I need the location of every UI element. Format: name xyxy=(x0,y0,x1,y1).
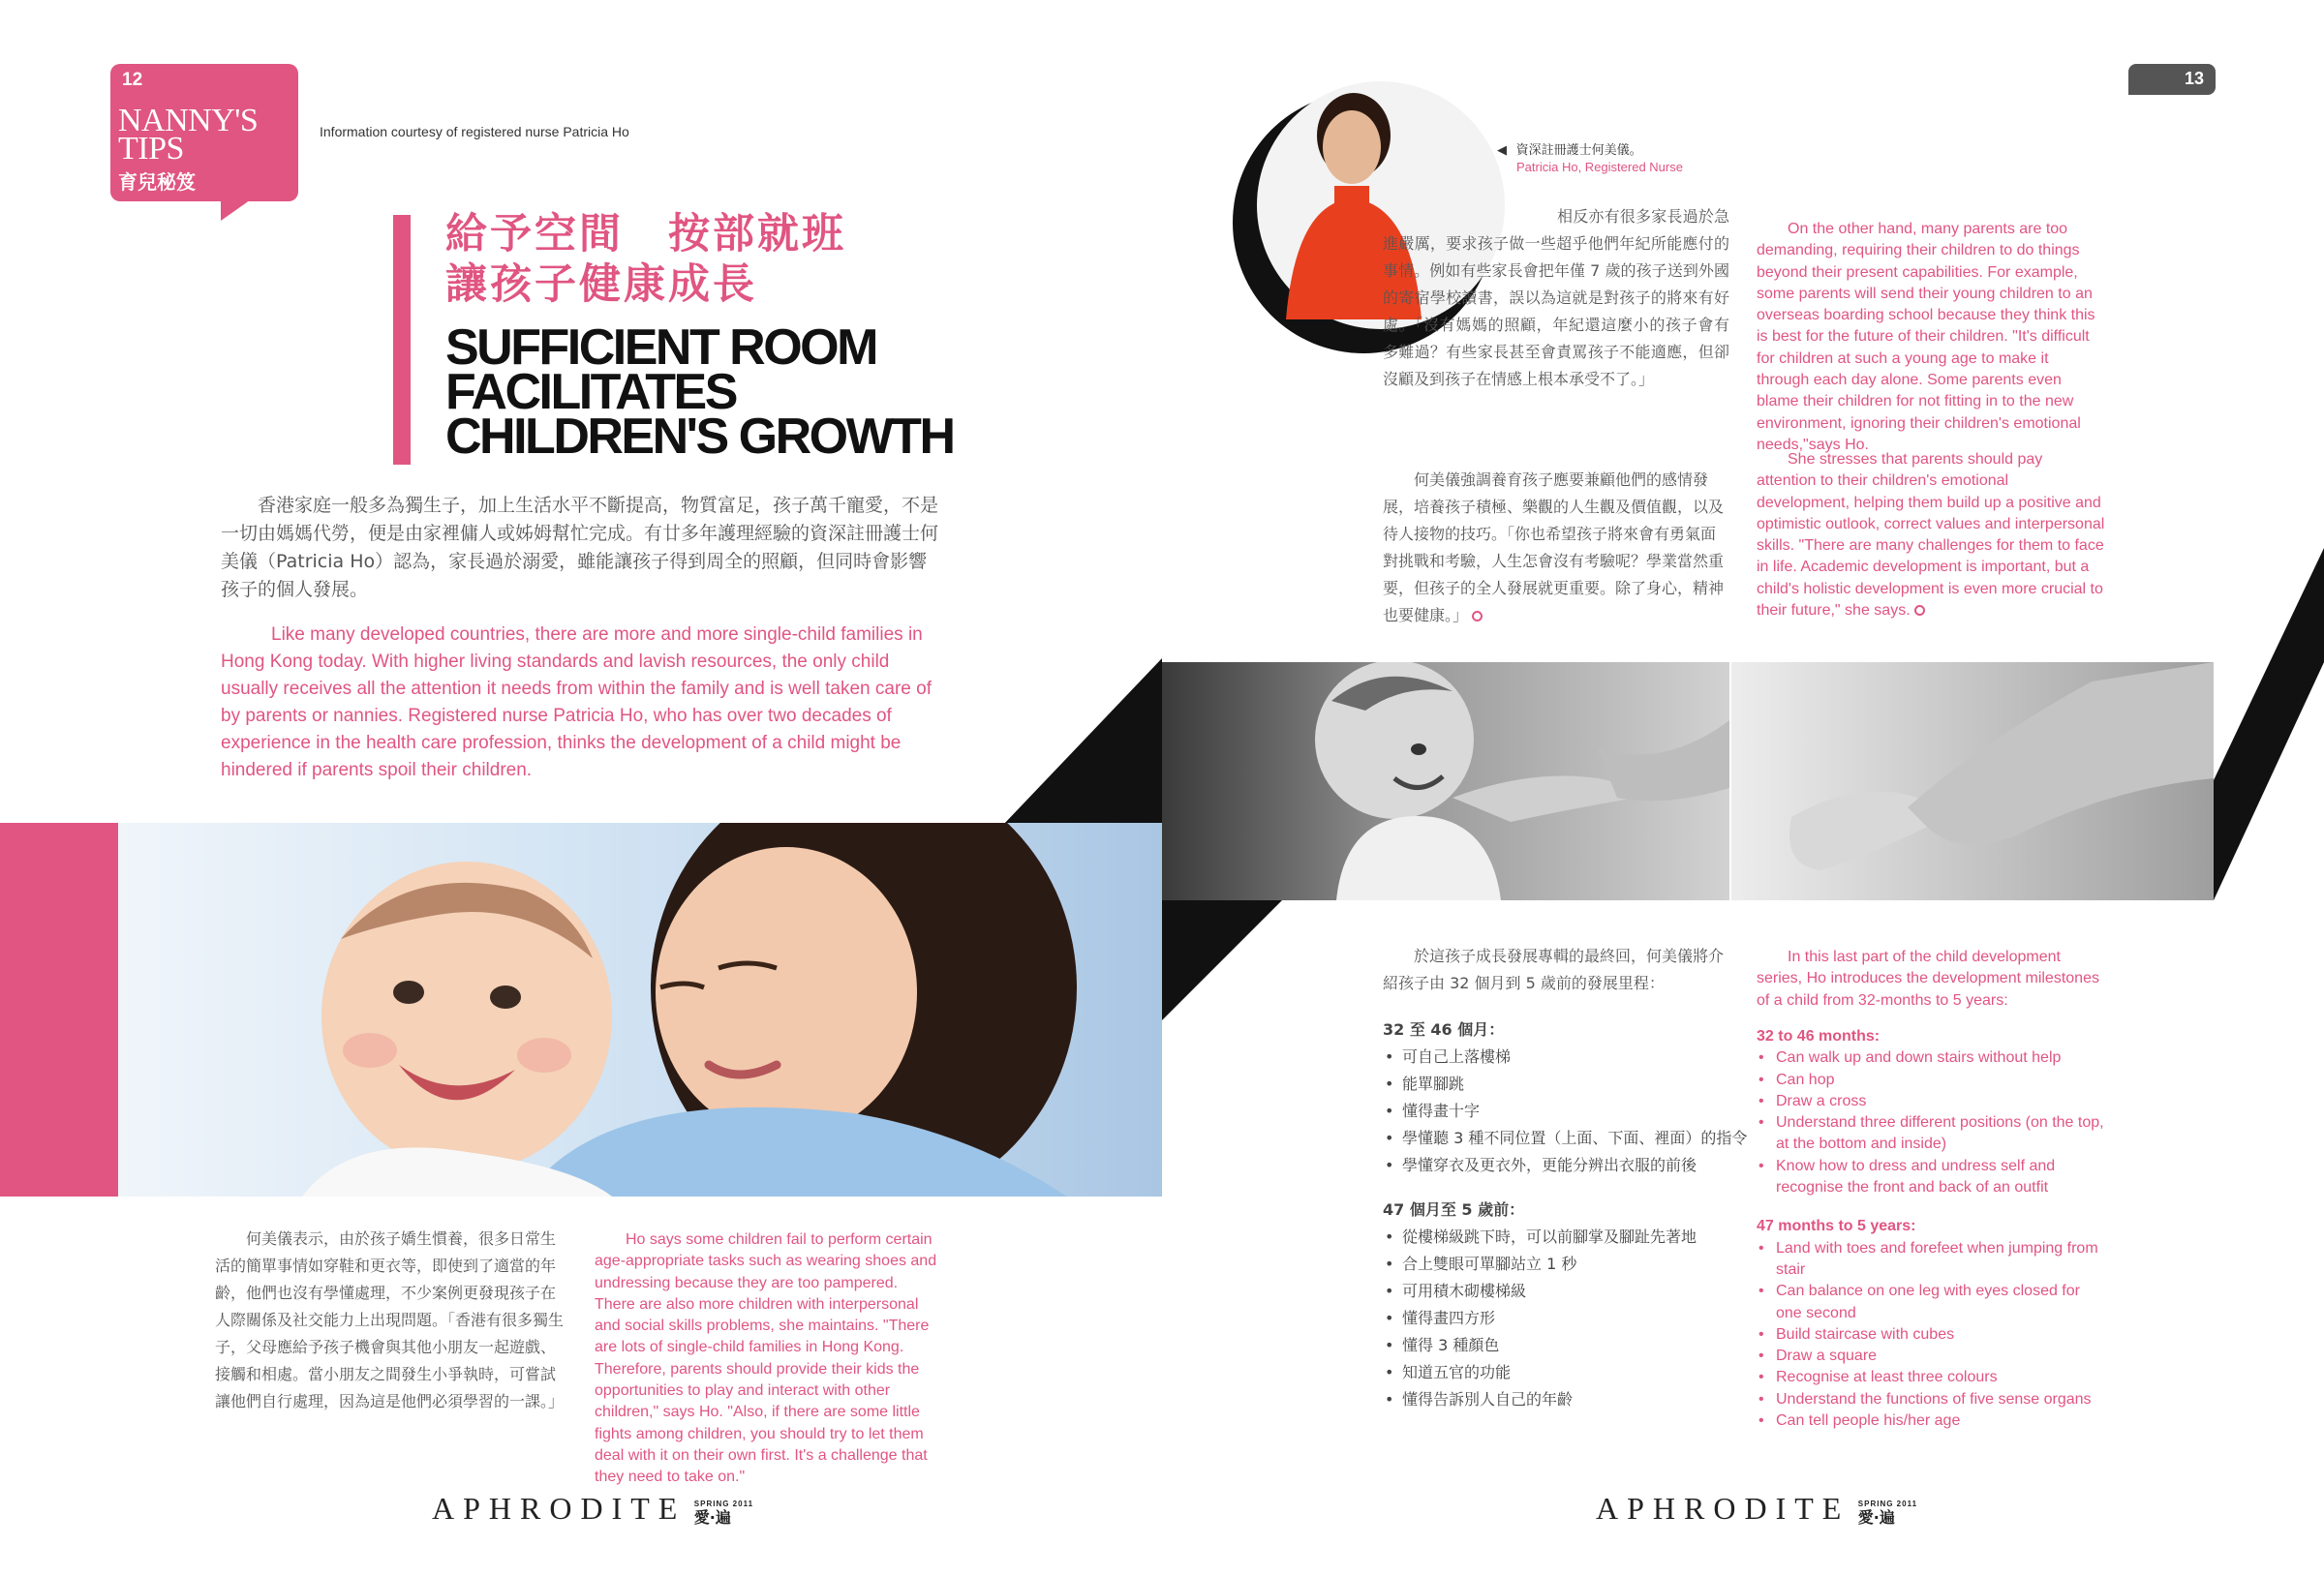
logo-right: APHRODITE SPRING 2011 愛·遍 xyxy=(1596,1491,1918,1527)
mother-baby-photo xyxy=(118,823,1162,1197)
group1-zh-list xyxy=(1383,1044,1751,1179)
list-item: • Land with toes and forefeet when jumping from stair xyxy=(1757,1238,2107,1282)
end-mark-icon xyxy=(1914,605,1925,616)
list-item: • Build staircase with cubes xyxy=(1757,1324,2107,1346)
bw-photo-band xyxy=(1162,662,2214,900)
body-zh-left: 何美儀表示，由於孩子嬌生慣養，很多日常生活的簡單事情如穿鞋和更衣等，即使到了適當的年齡，他們也沒有學懂處理，不少案例更發現孩子在人際關係及社交能力上出現問題。「香港有很多獨生子，父母應給予孩子機會與其他小朋友一起遊戲、接觸和相處。當小朋友之間發生小爭執時，可嘗試讓他們自行處理，因為這是他們必須學習的一課。」 xyxy=(215,1229,565,1410)
list-item: • Know how to dress and undress self and recognise the front and back of an outfit xyxy=(1757,1156,2107,1199)
list-item: • Can tell people his/her age xyxy=(1757,1410,2107,1432)
list-item: • 懂得告訴別人自己的年齡 xyxy=(1383,1386,1751,1413)
credit-line: Information courtesy of registered nurse Patricia Ho xyxy=(320,124,629,139)
title-zh: 給予空間 按部就班 讓孩子健康成長 xyxy=(445,210,846,309)
page-number: 12 xyxy=(122,70,143,90)
page-number-right: 13 xyxy=(2128,64,2216,95)
group1-en-list xyxy=(1757,1047,2107,1198)
list-item: • Can balance on one leg with eyes closed for one second xyxy=(1757,1281,2107,1324)
group1-zh-title: 32 至 46 個月： xyxy=(1383,1020,1505,1039)
diagonal-shape-lower xyxy=(1162,900,1282,1020)
group2-zh-title: 47 個月至 5 歲前： xyxy=(1383,1200,1525,1219)
title-en: SUFFICIENT ROOM FACILITATES CHILDREN'S GROWTH xyxy=(445,319,954,465)
diagonal-shape-left xyxy=(1003,658,1162,825)
list-item: • 能單腳跳 xyxy=(1383,1071,1751,1098)
group2-en-title: 47 months to 5 years: xyxy=(1757,1218,1916,1235)
para1-en: On the other hand, many parents are too demanding, requiring their children to do things beyond their present capabilities. For example, some parents will send their young children to an overseas boarding school because they think this is best for the future of their children. "It's difficult for children at such a young age to make it through each day alone. Some parents even blame their children for not fitting in to the new environment, ignoring their children's emotional needs,"says Ho. xyxy=(1757,221,2095,453)
list-item: • 學懂穿衣及更衣外，更能分辨出衣服的前後 xyxy=(1383,1152,1751,1179)
badge-tail xyxy=(221,197,254,221)
group1-en-title: 32 to 46 months: xyxy=(1757,1028,1881,1045)
list-item: • Understand the functions of five sense organs xyxy=(1757,1389,2107,1410)
list-item: • 從樓梯級跳下時，可以前腳掌及腳趾先著地 xyxy=(1383,1224,1751,1251)
list-item: • Recognise at least three colours xyxy=(1757,1367,2107,1388)
logo-left: APHRODITE SPRING 2011 愛·遍 xyxy=(432,1491,754,1527)
group2-en-list xyxy=(1757,1238,2107,1433)
list-item: • Can walk up and down stairs without help xyxy=(1757,1047,2107,1069)
milestone-intro-zh: 於這孩子成長發展專輯的最終回，何美儀將介紹孩子由 32 個月到 5 歲前的發展里程： xyxy=(1383,947,1725,992)
list-item: • Draw a square xyxy=(1757,1346,2107,1367)
list-item: • Understand three different positions (on the top, at the bottom and inside) xyxy=(1757,1112,2107,1156)
end-mark-icon xyxy=(1472,611,1483,621)
portrait-caption: ◀ 資深註冊護士何美儀。 Patricia Ho, Registered Nurse xyxy=(1497,142,1683,174)
list-item: • 可自己上落樓梯 xyxy=(1383,1044,1751,1071)
list-item: • Can hop xyxy=(1757,1070,2107,1091)
title-accent-bar xyxy=(393,215,411,465)
badge-title-zh: 育兒秘笈 xyxy=(118,170,196,194)
list-item: • 懂得畫四方形 xyxy=(1383,1305,1751,1332)
milestones-en xyxy=(1757,1026,2107,1432)
pink-band xyxy=(0,823,118,1197)
group2-zh-list xyxy=(1383,1224,1751,1413)
diagonal-shape-right xyxy=(2214,548,2324,900)
body-en-left: Ho says some children fail to perform certain age-appropriate tasks such as wearing shoes and undressing because they are too pampered. There are also more children with interpersonal and social skills problems, she maintains. "There are lots of single-child families in Hong Kong. Therefore, parents should provide their kids the opportunities to play and interact with other children," says Ho. "Also, if there are some little fights among children, you should try to let them deal with it on their own first. It's a challenge that they need to take on." xyxy=(595,1231,937,1486)
badge-title: NANNY'S TIPS xyxy=(118,103,259,167)
para2-zh: 何美儀強調養育孩子應要兼顧他們的感情發展，培養孩子積極、樂觀的人生觀及價值觀，以及待人接物的技巧。「你也希望孩子將來會有勇氣面對挑戰和考驗，人生怎會沒有考驗呢？學業當然重要，但孩子的全人發展就更重要。除了身心，精神也要健康。」 xyxy=(1383,470,1725,624)
milestone-intro-en: In this last part of the child development series, Ho introduces the development milestones of a child from 32-months to 5 years: xyxy=(1757,949,2099,1009)
list-item: • 懂得畫十字 xyxy=(1383,1098,1751,1125)
list-item: • 學懂聽 3 種不同位置（上面、下面、裡面）的指令 xyxy=(1383,1125,1751,1152)
list-item: • 知道五官的功能 xyxy=(1383,1359,1751,1386)
list-item: • Draw a cross xyxy=(1757,1091,2107,1112)
section-badge xyxy=(110,64,298,201)
list-item: • 可用積木砌樓梯級 xyxy=(1383,1278,1751,1305)
list-item: • 懂得 3 種顏色 xyxy=(1383,1332,1751,1359)
milestones-zh xyxy=(1383,1016,1751,1413)
list-item: • 合上雙眼可單腳站立 1 秒 xyxy=(1383,1251,1751,1278)
para1-zh: 相反亦有很多家長過於急進嚴厲，要求孩子做一些超乎他們年紀所能應付的事情。例如有些家長會把年僅 7 歲的孩子送到外國的寄宿學校讀書，誤以為這就是對孩子的將來有好處。「沒有媽媽的照顧，年紀還這麼小的孩子會有多難過？有些家長甚至會責罵孩子不能適應，但卻沒顧及到孩子在情感上根本承受不了。」 xyxy=(1383,207,1729,388)
intro-en: Like many developed countries, there are more and more single-child families in Hong Kong today. With higher living standards and lavish resources, the only child usually receives all the attention it needs from within the family and is well taken care of by parents or nannies. Registered nurse Patricia Ho, who has over two decades of experience in the health care profession, thinks the development of a child might be hindered if parents spoil their children. xyxy=(221,624,932,780)
para2-en: She stresses that parents should pay attention to their children's emotional development, helping them build up a positive and optimistic outlook, correct values and interpersonal skills. "There are many challenges for them to face in life. Academic development is important, but a child's holistic development is even more crucial to their future," she says. xyxy=(1757,451,2105,620)
intro-zh: 香港家庭一般多為獨生子，加上生活水平不斷提高，物質富足，孩子萬千寵愛，不是一切由媽媽代勞，便是由家裡傭人或姊姆幫忙完成。有廿多年護理經驗的資深註冊護士何美儀（Patricia Ho）認為，家長過於溺愛，雖能讓孩子得到周全的照顧，但同時會影響孩子的個人發展。 xyxy=(221,495,939,600)
